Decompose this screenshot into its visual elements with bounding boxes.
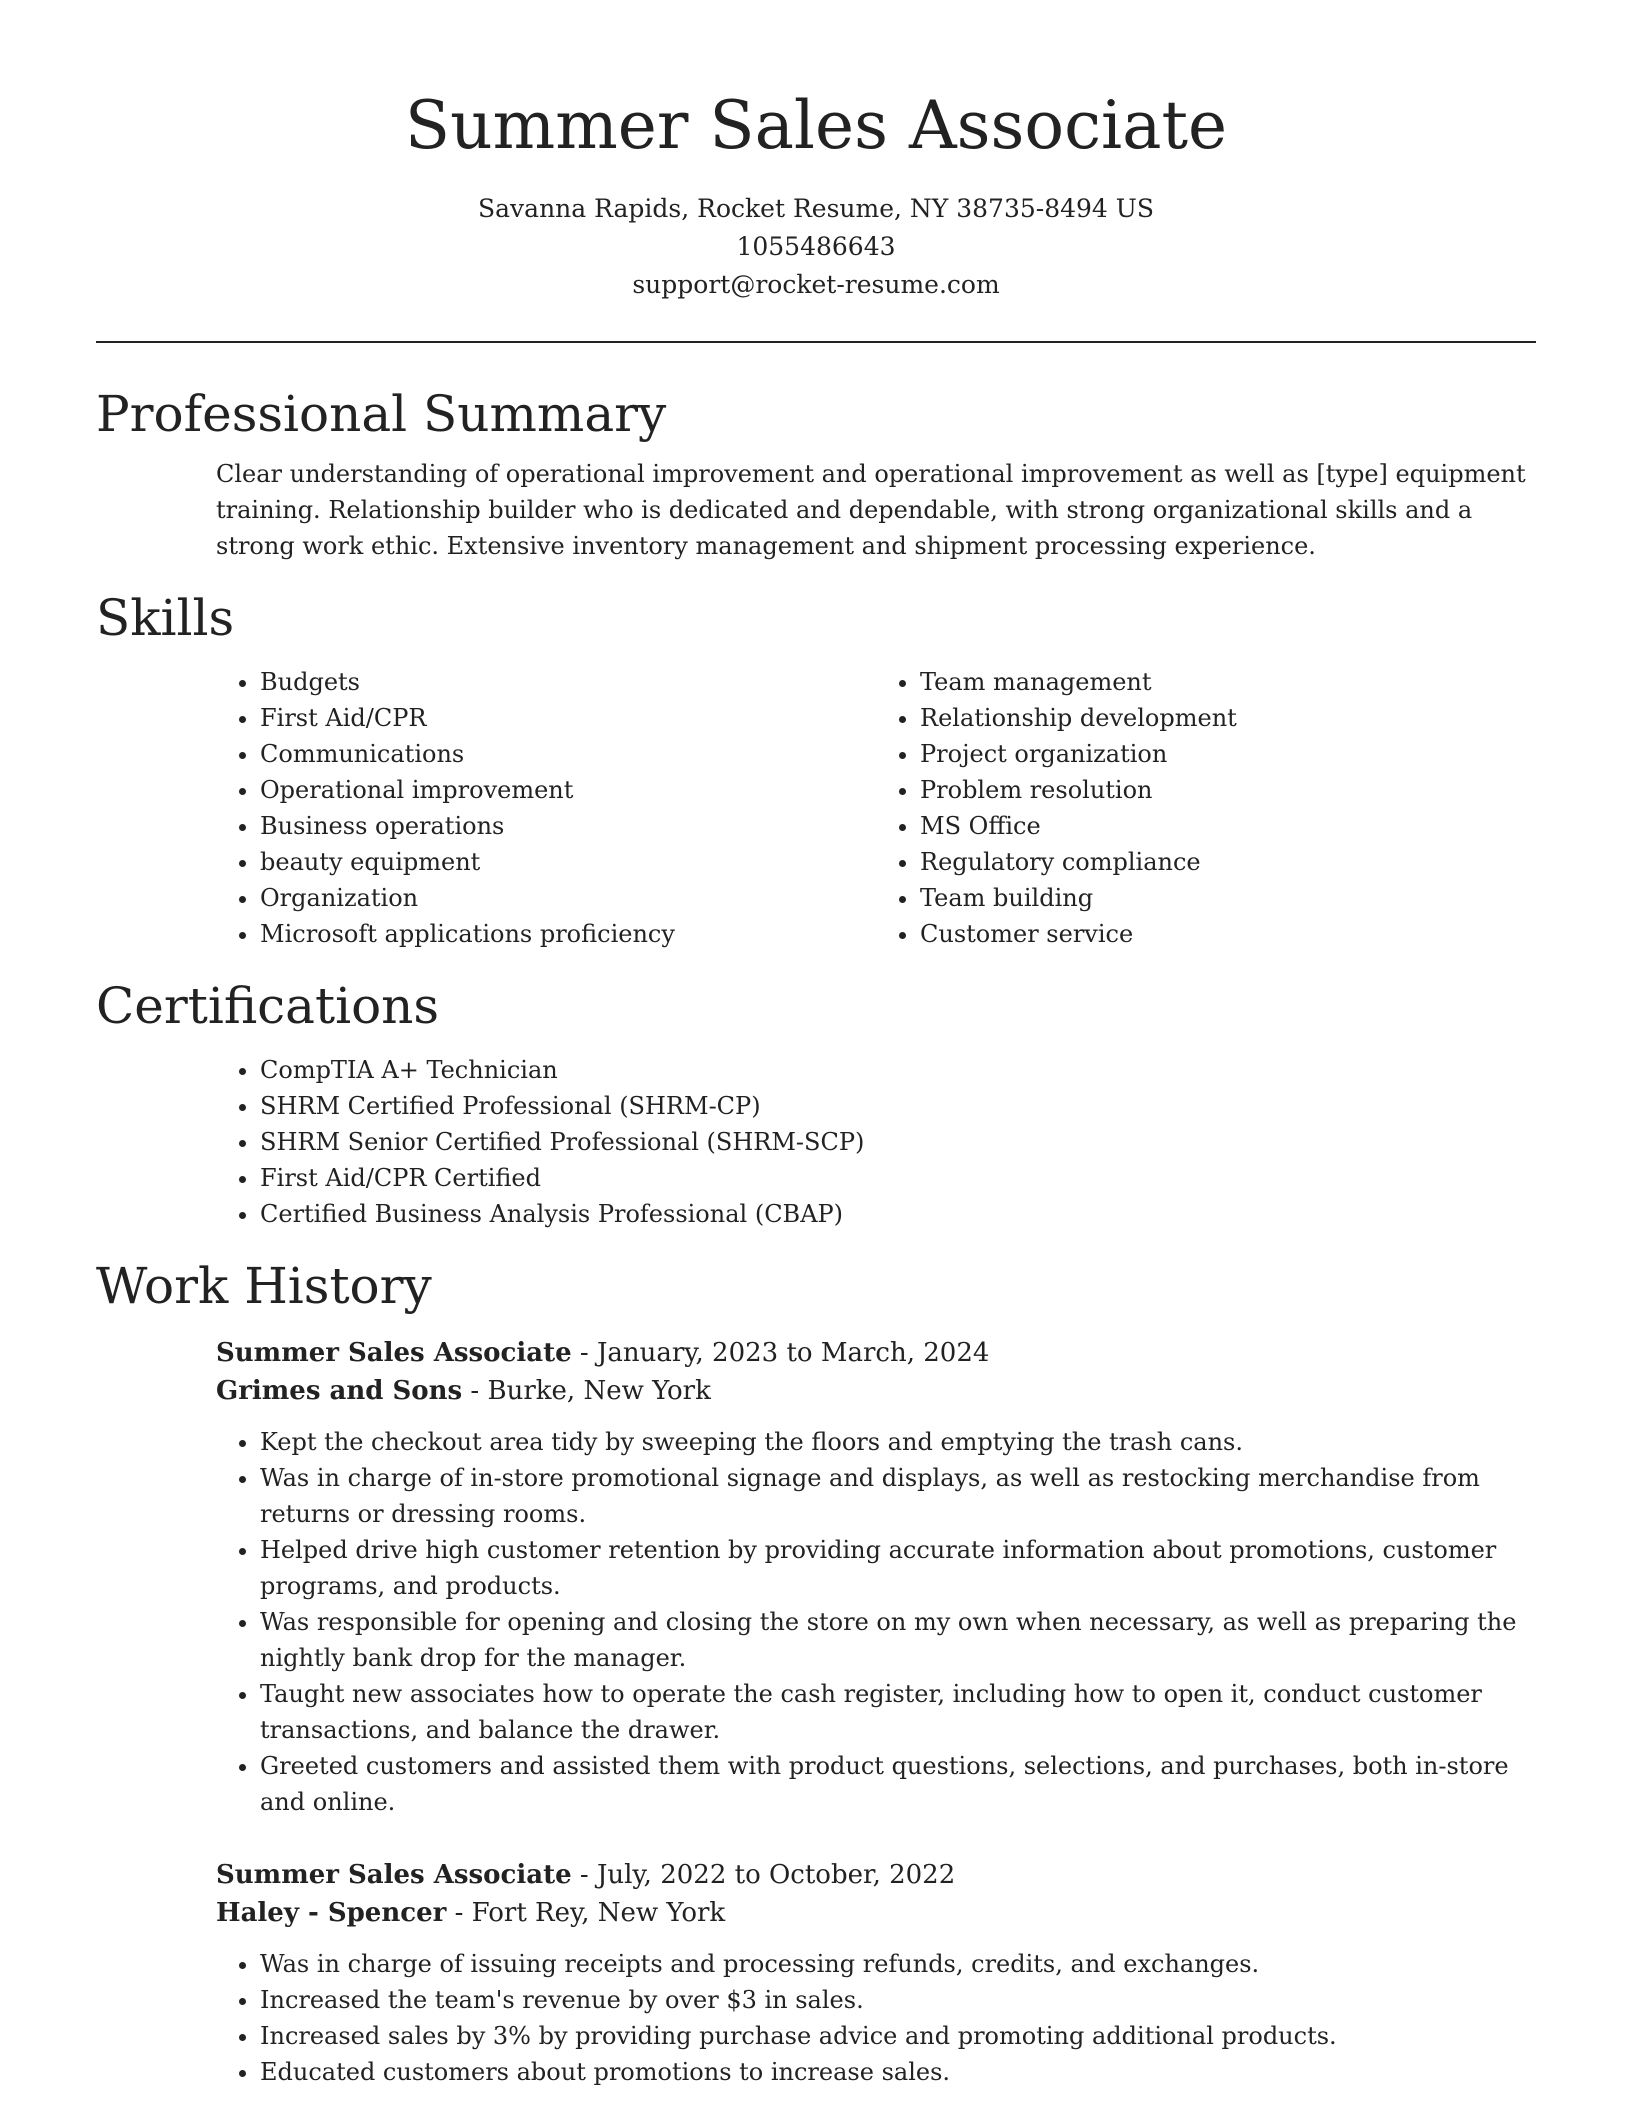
job-bullet: • Was in charge of issuing receipts and processing refunds, credits, and exchanges. [260,1946,1536,1982]
certifications-heading: Certifications [96,977,440,1035]
skill-item: • Organization [260,880,876,916]
work-history-section [96,1254,1536,2090]
summary-text: Clear understanding of operational improvement and operational improvement as well as [type] equipment training. Relationship builder who is dedicated and dependable, with strong organizational skills and a strong work ethic. Extensive inventory management and shipment processing experience. [216,460,1526,560]
summary-heading: Professional Summary [96,385,667,443]
skill-item: • Budgets [260,664,876,700]
phone-number: 1055486643 [736,232,896,261]
certification-item: • SHRM Senior Certified Professional (SHRM-SCP) [260,1124,1536,1160]
skills-heading: Skills [96,589,235,647]
job-company-line [216,1372,1536,1410]
certifications-section [96,974,1536,1232]
header-divider [96,341,1536,343]
contact-block [0,190,1632,304]
skill-item: • Microsoft applications proficiency [260,916,876,952]
job-title: Summer Sales Associate [216,1860,572,1890]
skill-item: • Project organization [920,736,1536,772]
job-bullet: • Educated customers about promotions to increase sales. [260,2054,1536,2090]
skill-item: • MS Office [920,808,1536,844]
candidate-name: Summer Sales Associate [404,87,1228,164]
job-bullet: • Helped drive high customer retention by providing accurate information about promotions, customer programs, and products. [260,1532,1536,1604]
job-company: Haley - Spencer [216,1898,447,1928]
certification-item: • First Aid/CPR Certified [260,1160,1536,1196]
work-history-heading: Work History [96,1257,432,1315]
skill-item: • First Aid/CPR [260,700,876,736]
job-bullet: • Taught new associates how to operate the cash register, including how to open it, conduct customer transactions, and balance the drawer. [260,1676,1536,1748]
email-address: support@rocket-resume.com [632,270,1000,299]
skill-item: • Problem resolution [920,772,1536,808]
resume-header [0,0,1632,304]
skills-list-right [876,664,1536,952]
job-title-line [216,1856,1536,1894]
job-location: - Fort Rey, New York [446,1898,726,1928]
job-dates: - July, 2022 to October, 2022 [571,1860,956,1890]
certification-item: • SHRM Certified Professional (SHRM-CP) [260,1088,1536,1124]
certifications-list [216,1052,1536,1232]
skills-list-left [216,664,876,952]
skill-item: • Communications [260,736,876,772]
job-bullet: • Was in charge of in-store promotional signage and displays, as well as restocking merchandise from returns or dressing rooms. [260,1460,1536,1532]
job-title-line [216,1334,1536,1372]
resume-content [96,382,1536,2090]
summary-section [96,382,1536,564]
job-company-line [216,1894,1536,1932]
skill-item: • Relationship development [920,700,1536,736]
skill-item: • Regulatory compliance [920,844,1536,880]
job-entry [216,1856,1536,2090]
certification-item: • Certified Business Analysis Professional (CBAP) [260,1196,1536,1232]
job-bullet: • Increased sales by 3% by providing purchase advice and promoting additional products. [260,2018,1536,2054]
skill-item: • Team building [920,880,1536,916]
job-location: - Burke, New York [462,1376,711,1406]
skill-item: • Operational improvement [260,772,876,808]
job-bullet: • Increased the team's revenue by over $3 in sales. [260,1982,1536,2018]
skills-section [96,586,1536,952]
address: Savanna Rapids, Rocket Resume, NY 38735-8494 US [478,194,1154,223]
job-company: Grimes and Sons [216,1376,463,1406]
job-dates: - January, 2023 to March, 2024 [571,1338,990,1368]
job-bullets [216,1946,1536,2090]
job-title: Summer Sales Associate [216,1338,572,1368]
job-bullet: • Kept the checkout area tidy by sweeping the floors and emptying the trash cans. [260,1424,1536,1460]
job-entry [216,1334,1536,1820]
skill-item: • Team management [920,664,1536,700]
skill-item: • Business operations [260,808,876,844]
certification-item: • CompTIA A+ Technician [260,1052,1536,1088]
job-bullet: • Greeted customers and assisted them with product questions, selections, and purchases, both in-store and online. [260,1748,1536,1820]
job-bullet: • Was responsible for opening and closing the store on my own when necessary, as well as preparing the nightly bank drop for the manager. [260,1604,1536,1676]
job-bullets [216,1424,1536,1820]
skill-item: • Customer service [920,916,1536,952]
skill-item: • beauty equipment [260,844,876,880]
